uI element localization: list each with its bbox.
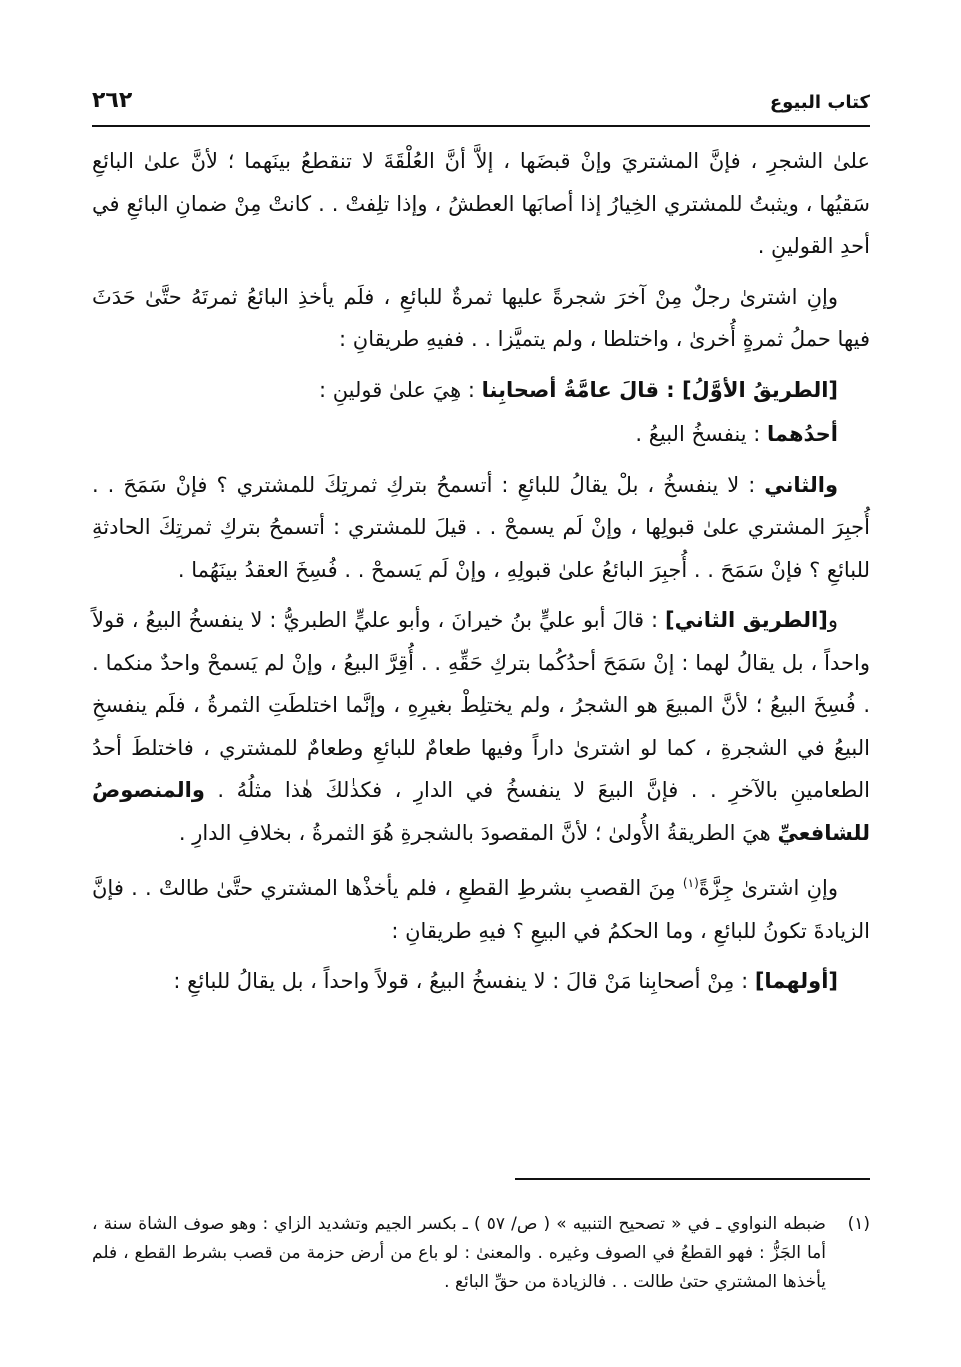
paragraph-second-method <box>92 599 870 854</box>
footnote-text: ضبطه النواوي ـ في « تصحيح التنبيه » ( ص/ ٥٧ ) ـ بكسر الجيم وتشديد الزاي : وهو صوف الشاة سنة ، أما الجَزُّ : فهو القطعُ في الصوف وغيره . والمعنىٰ : لو باع من أرض حزمة من قصب بشرط القطع ، فلم يأخذها المشتري حتىٰ طالت . . فالزيادة من حقِّ البائع . <box>92 1214 826 1292</box>
paragraph-first-method <box>92 369 870 412</box>
footnote-reference[interactable]: (١) <box>682 876 699 890</box>
main-text <box>92 140 870 1011</box>
opinion-label: والثاني <box>764 472 838 497</box>
book-title: كتاب البيوع <box>769 92 870 113</box>
section-heading: [الطريق الثاني] <box>664 608 828 632</box>
section-heading: [أولهما] <box>754 969 838 993</box>
page-number: ٢٦٢ <box>92 88 133 113</box>
paragraph-1 <box>92 140 870 268</box>
paragraph-text: : لا ينفسخُ ، بلْ يقالُ للبائعِ : أتسمحُ بتركِ ثمرتِكَ للمشتري ؟ فإنْ سَمَحَ . . أُجبِرَ المشتري علىٰ قبولِها ، وإنْ لَم يسمحْ . . قيلَ للمشتري : أتسمحُ بتركِ ثمرتِكَ الحادثةِ للبائعِ ؟ فإنْ سَمَحَ . . أُجبِرَ البائعُ علىٰ قبولِهِ ، وإنْ لَم يَسمحْ . . فُسِخَ العقدُ بينَهُما . <box>92 472 870 582</box>
emphasis-text: والمنصوصُ للشافعيِّ <box>92 778 870 845</box>
paragraph-text: مِنَ القصبِ بشرطِ القطعِ ، فلم يأخذْها المشتري حتَّىٰ طالتْ . . فإنَّ الزيادةَ تكونُ للبائعِ ، وما الحكمُ في البيعِ ؟ فيهِ طريقانِ : <box>92 876 870 943</box>
paragraph-text: : مِنْ أصحابِنا مَنْ قالَ : لا ينفسخُ البيعُ ، قولاً واحداً ، بل يقالُ للبائعِ : <box>173 969 755 993</box>
footnote <box>92 1210 870 1297</box>
paragraph-prefix: و <box>827 608 838 632</box>
paragraph-text: هيَ الطريقةُ الأُولىٰ ؛ لأنَّ المقصودَ بالشجرةِ هُوَ الثمرةُ ، بخلافِ الدارِ . <box>178 820 778 845</box>
paragraph-text: : قالَ أبو عليٍّ بنُ خيرانَ ، وأبو عليٍّ الطبريُّ : لا ينفسخُ البيعُ ، قولاً واحداً ، بل يقالُ لهما : إنْ سَمَحَ أحدُكُما بتركِ حَقِّهِ . . أُقِرَّ البيعُ ، وإنْ لم يَسمحْ واحدٌ منكما . . فُسِخَ البيعُ ؛ لأنَّ المبيعَ هو الشجرُ ، ولم يختلِطْ بغيرِهِ ، وإنَّما اختلطَتِ الثمرةُ ، فلَم ينفسخِ البيعُ في الشجرةِ ، كما لو اشترىٰ داراً وفيها طعامٌ للبائعِ وطعامٌ للمشتري ، فاختلطَ أحدُ الطعامينِ بالآخرِ . . فإنَّ البيعَ لا ينفسخُ في الدارِ ، فكذٰلكَ هٰذا مثلُهُ . <box>92 608 870 802</box>
paragraph-text: وإنِ اشترىٰ رجلٌ مِنْ آخرَ شجرةً عليها ثمرةٌ للبائعِ ، فلَم يأخذِ البائعُ ثمرتَهُ حتَّىٰ حَدَثَ فيها حملُ ثمرةٍ أُخرىٰ ، واختلطا ، ولم يتميَّزا . . ففيهِ طريقانِ : <box>92 284 870 351</box>
footnote-mark: (١) <box>847 1214 870 1234</box>
section-heading: [الطريقُ الأوَّلُ] : قالَ عامَّةُ أصحابِنا <box>481 377 838 402</box>
opinion-label: أحدُهما <box>767 422 838 446</box>
paragraph-text: وإنِ اشترىٰ جِزَّةً <box>698 876 838 900</box>
paragraph-text: : ينفسخُ البيعُ . <box>635 422 767 446</box>
paragraph-2 <box>92 276 870 361</box>
paragraph-first-opinion <box>92 413 870 456</box>
footnote-rule <box>515 1178 870 1180</box>
paragraph-second-opinion <box>92 464 870 592</box>
running-header <box>92 88 870 126</box>
header-rule <box>92 125 870 127</box>
paragraph-reed-first-method <box>92 960 870 1003</box>
paragraph-reed-sale <box>92 862 870 952</box>
paragraph-text: علىٰ الشجرِ ، فإنَّ المشتريَ وإنْ قبضَها ، إلاَّ أنَّ العُلْقَةَ لا تنقطعُ بينَهما ؛ لأنَّ علىٰ البائعِ سَقيُها ، ويثبتُ للمشتري الخِيارُ إذا أصابَها العطشُ ، وإذا تلِفتْ . . كانتْ مِنْ ضمانِ البائعِ في أحدِ القولينِ . <box>92 149 870 258</box>
paragraph-text: : هِيَ علىٰ قولينِ : <box>318 377 482 402</box>
